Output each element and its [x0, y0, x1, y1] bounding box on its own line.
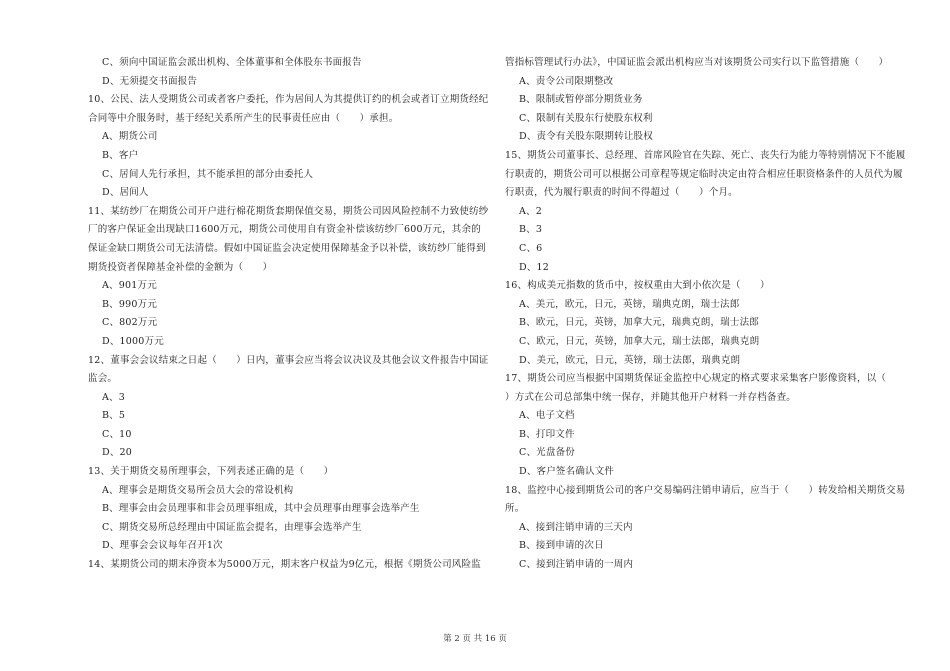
answer-option: D、12: [519, 261, 550, 273]
answer-option: D、20: [102, 447, 133, 459]
answer-option: D、客户签名确认文件: [519, 466, 615, 478]
answer-option: A、理事会是期货交易所会员大会的常设机构: [102, 484, 294, 496]
answer-option: B、打印文件: [519, 428, 575, 440]
answer-option: B、欧元，日元，英镑，加拿大元，瑞典克朗，瑞士法郎: [519, 317, 759, 329]
answer-option: D、美元，欧元，日元，英镑，瑞士法郎，瑞典克朗: [519, 354, 741, 366]
right-column: [505, 54, 915, 575]
answer-option: B、接到申请的次日: [519, 540, 604, 552]
answer-option: C、须向中国证监会派出机构、全体董事和全体股东书面报告: [102, 57, 362, 68]
answer-option: B、990万元: [102, 298, 158, 310]
answer-option: D、居间人: [102, 187, 149, 199]
answer-option: A、901万元: [102, 280, 157, 292]
answer-option: B、客户: [102, 149, 139, 161]
answer-option: C、802万元: [102, 317, 158, 329]
answer-option: D、责令有关股东限期转让股权: [519, 131, 653, 143]
question-text: 11、某纺纱厂在期货公司开户进行棉花期货套期保值交易，期货公司因风险控制不力致使纺纱: [88, 205, 489, 217]
question-text: 行职责的，期货公司可以根据公司章程等规定临时决定由符合相应任职资格条件的人员代为履: [505, 168, 903, 180]
answer-option: C、6: [519, 242, 543, 254]
question-text: 保证金缺口期货公司无法清偿。假如中国证监会决定使用保障基金予以补偿，该纺纱厂能得到: [88, 242, 486, 254]
answer-option: A、责令公司限期整改: [519, 75, 614, 87]
question-text: 15、期货公司董事长、总经理、首席风险官在失踪、死亡、丧失行为能力等特别情况下不能履: [505, 149, 906, 161]
answer-option: A、期货公司: [102, 131, 158, 143]
question-text: 12、董事会会议结束之日起（ ）日内，董事会应当将会议决议及其他会议文件报告中国证: [88, 354, 489, 366]
question-text: 厂的客户保证金出现缺口1600万元，期货公司使用自有资金补偿该纺纱厂600万元，其余的: [88, 224, 481, 236]
answer-option: B、5: [102, 410, 126, 422]
question-text: 14、某期货公司的期末净资本为5000万元，期末客户权益为9亿元，根据《期货公司风险监: [88, 559, 481, 571]
answer-option: C、欧元，日元，英镑，加拿大元，瑞士法郎，瑞典克朗: [519, 335, 760, 347]
answer-option: A、美元，欧元，日元，英镑，瑞典克朗，瑞士法郎: [519, 298, 740, 310]
question-text: ）方式在公司总部集中统一保存，并随其他开户材料一并存档备查。: [505, 391, 797, 403]
answer-option: B、限制或暂停部分期货业务: [519, 94, 643, 106]
answer-option: D、1000万元: [102, 335, 164, 347]
question-text: 行职责，代为履行职责的时间不得超过（ ）个月。: [505, 187, 738, 199]
answer-option: A、3: [102, 391, 126, 403]
question-text: 合同等中介服务时，基于经纪关系所产生的民事责任应由（ ）承担。: [88, 112, 399, 124]
question-text: 17、期货公司应当根据中国期货保证金监控中心规定的格式要求采集客户影像资料，以（: [505, 373, 887, 385]
question-text: 13、关于期货交易所理事会，下列表述正确的是（ ）: [88, 466, 334, 478]
question-text: 18、监控中心接到期货公司的客户交易编码注销申请后，应当于（ ）转发给相关期货交易: [505, 484, 906, 496]
question-text: 16、构成美元指数的货币中，按权重由大到小依次是（ ）: [505, 280, 770, 292]
answer-option: A、电子文档: [519, 410, 575, 422]
answer-option: A、接到注销申请的三天内: [519, 521, 633, 533]
question-text: 管指标管理试行办法》，中国证监会派出机构应当对该期货公司实行以下监管措施（ ）: [505, 57, 889, 68]
question-text: 所。: [505, 503, 525, 515]
answer-option: A、2: [519, 205, 543, 217]
answer-option: C、接到注销申请的一周内: [519, 559, 634, 571]
question-text: 监会。: [88, 373, 118, 385]
answer-option: D、无须提交书面报告: [102, 75, 198, 87]
answer-option: C、限制有关股东行使股东权利: [519, 112, 653, 124]
page-footer: 第 2 页 共 16 页: [443, 634, 507, 644]
question-text: 10、公民、法人受期货公司或者客户委托，作为居间人为其提供订约的机会或者订立期货经纪: [88, 94, 489, 106]
answer-option: D、理事会会议每年召开1次: [102, 540, 223, 552]
answer-option: B、3: [519, 224, 543, 236]
left-column: [88, 54, 498, 575]
answer-option: C、居间人先行承担，其不能承担的部分由委托人: [102, 168, 314, 180]
question-text: 期货投资者保障基金补偿的金额为（ ）: [88, 261, 273, 273]
answer-option: C、10: [102, 428, 132, 440]
answer-option: B、理事会由会员理事和非会员理事组成，其中会员理事由理事会选举产生: [102, 503, 420, 515]
answer-option: C、期货交易所总经理由中国证监会提名，由理事会选举产生: [102, 521, 362, 533]
answer-option: C、光盘备份: [519, 447, 575, 459]
